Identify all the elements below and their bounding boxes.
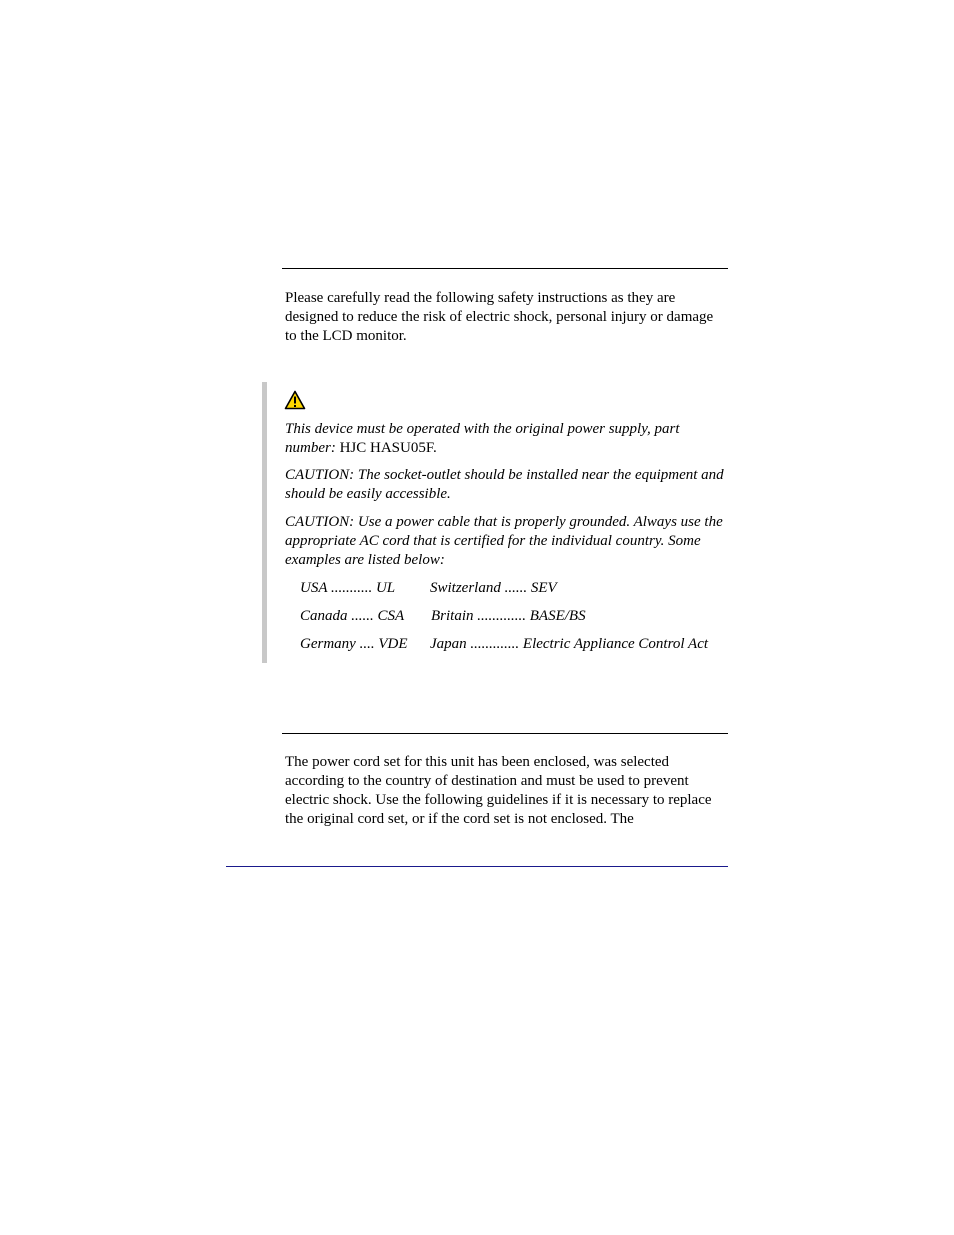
caution-power-cable: CAUTION: Use a power cable that is properly grounded. Always use the appropriate AC cord that is certified for the individual country. Some examples are listed below: [285,514,723,568]
certification-row [300,579,730,598]
certification-row [300,607,730,626]
certification-entry: Japan ............. Electric Appliance Control Act [430,636,709,652]
certification-entry: Canada ...... CSA [300,608,405,624]
certification-entry: USA ........... UL [300,580,396,596]
power-supply-notice [285,420,727,458]
certification-entry: Switzerland ...... SEV [430,580,557,596]
intro-paragraph: Please carefully read the following safety instructions as they are designed to reduce the risk of electric shock, personal injury or damage to the LCD monitor. [285,290,714,344]
caution-socket-outlet: CAUTION: The socket-outlet should be installed near the equipment and should be easily accessible. [285,467,724,502]
certification-entry: Britain ............. BASE/BS [431,608,586,624]
warning-triangle-icon [284,390,306,410]
certification-row [300,635,730,654]
page-footer-rule [226,866,728,867]
power-cord-paragraph: The power cord set for this unit has been enclosed, was selected according to the country of destination and must be used to prevent electric shock. Use the following guidelines if it is necessary to replace the original cord set, or if the cord set is not enclosed. The [285,754,712,827]
certification-entry: Germany .... VDE [300,636,408,652]
power-supply-part-number: HJC HASU05F. [339,440,437,456]
section-divider-top [282,268,728,269]
warning-sidebar-bar [262,382,267,663]
power-supply-notice-text: This device must be operated with the original power supply, part number: [285,421,680,456]
section-divider-middle [282,733,728,734]
